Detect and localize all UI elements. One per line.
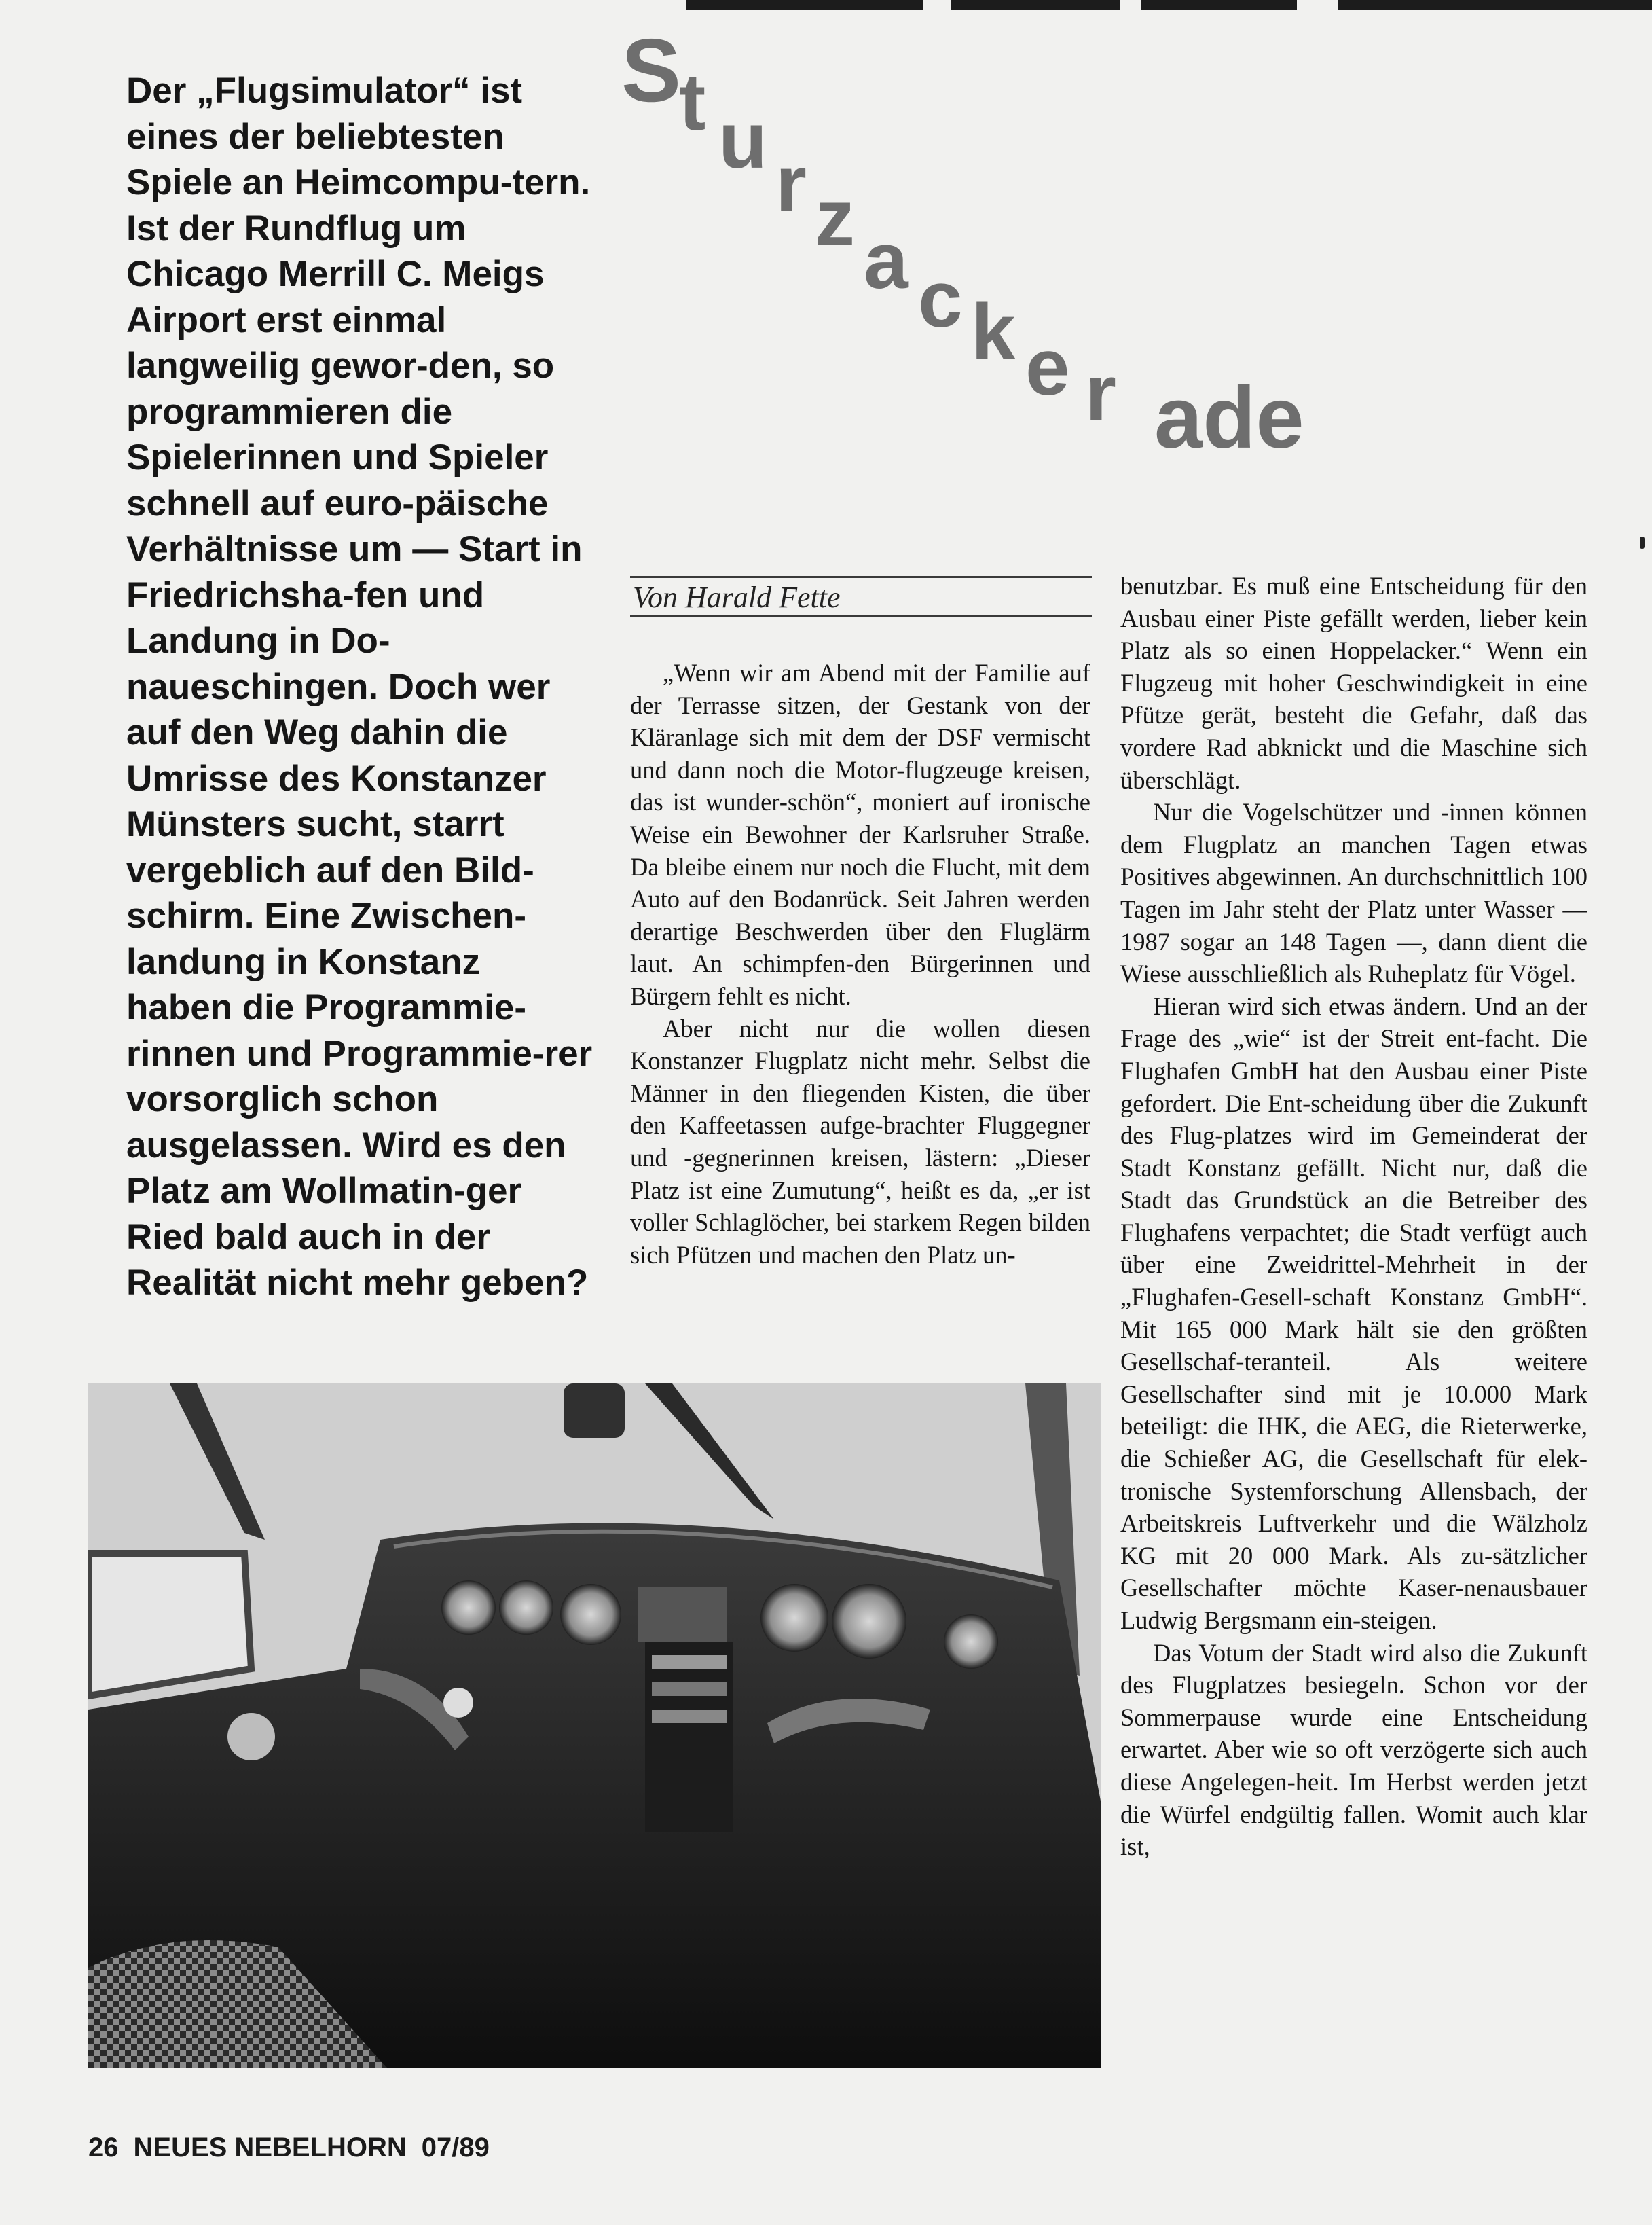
headline-letter: k: [971, 287, 1016, 377]
headline-letter: e: [1025, 323, 1070, 412]
headline-letter: r: [775, 139, 807, 229]
lead-paragraph: Der „Flugsimulator“ ist eines der beliebtesten Spiele an Heimcompu-tern. Ist der Rundflug um Chicago Merrill C. Meigs Airport erst einmal langweilig gewor-den, so programmieren die Spielerinnen und Spieler schnell auf euro-päische Verhältnisse um — Start in Friedrichsha-fen und Landung in Do-naueschingen. Doch wer auf den Weg dahin die Umrisse des Konstanzer Münsters sucht, starrt vergeblich auf den Bild-schirm. Eine Zwischen-landung in Konstanz haben die Programmie-rinnen und Programmie-rer vorsorglich schon ausgelassen. Wird es den Platz am Wollmatin-ger Ried bald auch in der Realität nicht mehr geben?: [126, 71, 593, 1303]
margin-mark: [1640, 537, 1645, 549]
headline-letter: a: [864, 216, 908, 306]
headline-letter: r: [1085, 348, 1116, 438]
headline-letter: u: [718, 96, 768, 185]
headline-letter: z: [815, 173, 855, 263]
headline-letter: t: [679, 58, 706, 147]
body-column-2: [1120, 570, 1587, 2091]
paragraph: benutzbar. Es muß eine Entscheidung für den Ausbau einer Piste gefällt werden, lieber kein Platz als so einen Hoppelacker.“ Wenn ein Flugzeug mit hoher Geschwindigkeit in eine Pfütze gerät, besteht die Gefahr, daß das vordere Rad abknickt und die Maschine sich überschlägt.: [1120, 572, 1587, 794]
issue-number: 07/89: [421, 2133, 490, 2163]
body-column-1: [630, 657, 1090, 1377]
magazine-name: NEUES NEBELHORN: [133, 2133, 407, 2163]
headline-letter: c: [918, 255, 963, 344]
paragraph: „Wenn wir am Abend mit der Familie auf der Terrasse sitzen, der Gestank von der Kläranlage sich mit dem der DSF vermischt und dann noch die Motor-flugzeuge kreisen, das ist wunder-schön“, moniert auf ironische Weise ein Bewohner der Karlsruher Straße. Da bleibe einem nur noch die Flucht, mit dem Auto auf den Bodanrück. Seit Jahren werden derartige Beschwerden über den Fluglärm laut. An schimpfen-den Bürgerinnen und Bürgern fehlt es nicht.: [630, 659, 1090, 1010]
headline-word-ade: ade: [1154, 369, 1304, 467]
byline: Von Harald Fette: [630, 576, 1092, 617]
paragraph: Aber nicht nur die wollen diesen Konstanzer Flugplatz nicht mehr. Selbst die Männer in den fliegenden Kisten, die über den Kaffeetassen aufge-brachter Fluggegner und -gegnerinnen kreisen, lästern: „Dieser Platz ist eine Zumutung“, heißt es da, „er ist voller Schlaglöcher, bei starkem Regen bilden sich Pfützen und machen den Platz un-: [630, 1014, 1090, 1269]
cockpit-photo: [88, 1383, 1101, 2068]
paragraph: Hieran wird sich etwas ändern. Und an der Frage des „wie“ ist der Streit ent-facht. Die Flughafen GmbH hat den Ausbau einer Piste gefordert. Die Ent-scheidung über die Zukunft des Flug-platzes wird im Gemeinderat der Stadt Konstanz gefällt. Nicht nur, daß die Stadt das Grundstück an die Betreiber des Flughafens verpachtet; die Stadt verfügt auch über eine Zweidrittel-Mehrheit in der „Flughafen-Gesell-schaft Konstanz GmbH“. Mit 165 000 Mark hält sie den größten Gesellschaf-teranteil. Als weitere Gesellschafter sind mit je 10.000 Mark beteiligt: die IHK, die AEG, die Rieterwerke, die Schießer AG, die Gesellschaft für elek-tronische Systemforschung Allensbach, der Arbeitskreis Luftverkehr und die Wälzholz KG mit 20 000 Mark. Als zu-sätzlicher Gesellschafter möchte Kaser-nenausbauer Ludwig Bergsmann ein-steigen.: [1120, 992, 1587, 1634]
headline-letter: S: [621, 20, 682, 120]
page-number: 26: [88, 2133, 119, 2163]
paragraph: Nur die Vogelschützer und -innen können dem Flugplatz an manchen Tagen etwas Positives abgewinnen. An durchschnittlich 100 Tagen im Jahr steht der Platz unter Wasser — 1987 sogar an 148 Tagen —, dann dient die Wiese ausschließlich als Ruheplatz für Vögel.: [1120, 798, 1587, 988]
page-footer: [88, 2133, 504, 2163]
paragraph: Das Votum der Stadt wird also die Zukunft des Flugplatzes besiegeln. Schon vor der Sommerpause wurde eine Entscheidung erwartet. Aber wie so oft verzögerte sich auch diese Angelegen-heit. Im Herbst werden jetzt die Würfel endgültig fallen. Womit auch klar ist,: [1120, 1638, 1587, 1861]
